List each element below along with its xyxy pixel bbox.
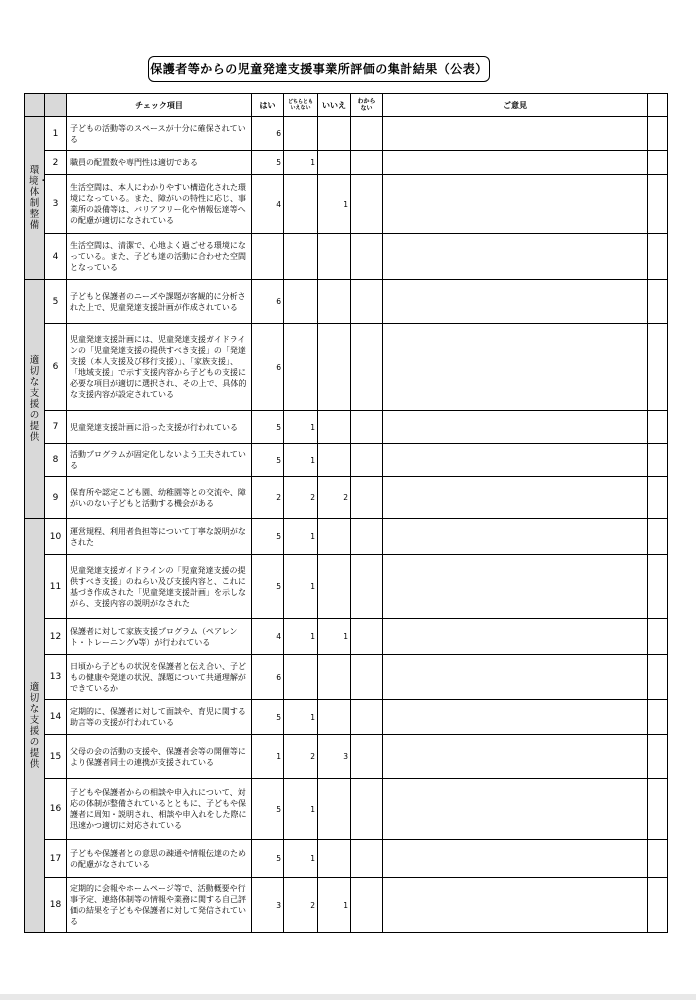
- check-item-text: 子どもと保護者のニーズや課題が客観的に分析された上で、児童発達支援計画が作成されている: [67, 280, 252, 324]
- row-number: 18: [45, 878, 67, 933]
- comment-cell: [383, 735, 648, 779]
- check-item-text: 定期的に、保護者に対して面談や、育児に関する助言等の支援が行われている: [67, 700, 252, 735]
- extra-cell: [648, 280, 668, 324]
- no-count: [318, 280, 351, 324]
- extra-cell: [648, 555, 668, 619]
- comment-cell: [383, 655, 648, 700]
- unknown-count: [351, 555, 383, 619]
- comment-cell: [383, 234, 648, 280]
- neither-header: [284, 94, 318, 117]
- table-row: [25, 519, 668, 555]
- row-number: 4: [45, 234, 67, 280]
- check-item-header: チェック項目: [67, 94, 252, 117]
- comment-cell: [383, 117, 648, 151]
- no-count: [318, 840, 351, 878]
- neither-count: [284, 324, 318, 411]
- yes-count: 5: [252, 151, 284, 175]
- unknown-count: [351, 175, 383, 234]
- neither-count: 2: [284, 735, 318, 779]
- comment-cell: [383, 411, 648, 444]
- yes-count: 4: [252, 619, 284, 655]
- category-header: [25, 94, 45, 117]
- table-row: [25, 280, 668, 324]
- comment-cell: [383, 151, 648, 175]
- comment-cell: [383, 477, 648, 519]
- neither-count: 1: [284, 840, 318, 878]
- category-cell: [25, 280, 45, 519]
- yes-count: 5: [252, 840, 284, 878]
- no-count: 1: [318, 619, 351, 655]
- check-item-text: 生活空間は、本人にわかりやすい構造化された環境になっている。また、障がいの特性に応じ、事業所の設備等は、バリアフリー化や情報伝達等への配慮が適切になされている: [67, 175, 252, 234]
- table-row: [25, 700, 668, 735]
- page-title: 保護者等からの児童発達支援事業所評価の集計結果（公表）: [148, 56, 490, 82]
- unknown-count: [351, 700, 383, 735]
- neither-count: [284, 117, 318, 151]
- unknown-header: [351, 94, 383, 117]
- extra-cell: [648, 175, 668, 234]
- neither-count: 1: [284, 519, 318, 555]
- category-cell: [25, 519, 45, 933]
- table-row: [25, 619, 668, 655]
- row-number: 16: [45, 779, 67, 840]
- extra-cell: [648, 840, 668, 878]
- no-count: [318, 234, 351, 280]
- comment-cell: [383, 519, 648, 555]
- neither-count: [284, 175, 318, 234]
- yes-count: 3: [252, 878, 284, 933]
- check-item-text: 児童発達支援ガイドラインの「児童発達支援の提供すべき支援」のねらい及び支援内容と、これに基づき作成された「児童発達支援計画」を示しながら、支援内容の説明がなされた: [67, 555, 252, 619]
- neither-count: 1: [284, 779, 318, 840]
- neither-count: 2: [284, 878, 318, 933]
- header-row: [25, 94, 668, 117]
- unknown-header-line1: わから: [357, 98, 376, 105]
- row-number: 9: [45, 477, 67, 519]
- row-number: 12: [45, 619, 67, 655]
- yes-count: 4: [252, 175, 284, 234]
- table-row: [25, 234, 668, 280]
- check-item-text: 児童発達支援計画に沿った支援が行われている: [67, 411, 252, 444]
- unknown-count: [351, 151, 383, 175]
- no-count: [318, 411, 351, 444]
- yes-header: はい: [252, 94, 284, 117]
- check-item-text: 生活空間は、清潔で、心地よく過ごせる環境になっている。また、子ども達の活動に合わせた空間となっている: [67, 234, 252, 280]
- table-row: [25, 444, 668, 477]
- no-count: [318, 117, 351, 151]
- neither-count: [284, 280, 318, 324]
- check-item-text: 児童発達支援計画には、児童発達支援ガイドラインの「児童発達支援の提供すべき支援」の「発達支援（本人支援及び移行支援）」、「家族支援」、「地域支援」で示す支援内容から子どもの支援に必要な項目が適切に選択され、その上で、具体的な支援内容が設定されている: [67, 324, 252, 411]
- number-header: [45, 94, 67, 117]
- category-label: 適切な支援の提供: [29, 681, 40, 770]
- check-item-text: 子どもや保護者からの相談や申入れについて、対応の体制が整備されているとともに、子どもや保護者に周知・説明され、相談や申入れをした際に迅速かつ適切に対応されている: [67, 779, 252, 840]
- extra-cell: [648, 700, 668, 735]
- neither-count: [284, 234, 318, 280]
- unknown-count: [351, 519, 383, 555]
- unknown-count: [351, 234, 383, 280]
- comment-cell: [383, 175, 648, 234]
- extra-cell: [648, 477, 668, 519]
- no-count: 2: [318, 477, 351, 519]
- no-count: [318, 444, 351, 477]
- no-count: [318, 151, 351, 175]
- category-label: 環境・体制整備: [29, 165, 49, 231]
- neither-count: 1: [284, 151, 318, 175]
- table-row: [25, 779, 668, 840]
- row-number: 13: [45, 655, 67, 700]
- unknown-count: [351, 779, 383, 840]
- neither-count: 1: [284, 700, 318, 735]
- unknown-count: [351, 280, 383, 324]
- unknown-count: [351, 619, 383, 655]
- check-item-text: 保育所や認定こども園、幼稚園等との交流や、障がいのない子どもと活動する機会がある: [67, 477, 252, 519]
- comment-cell: [383, 840, 648, 878]
- yes-count: [252, 234, 284, 280]
- no-count: [318, 519, 351, 555]
- yes-count: 5: [252, 519, 284, 555]
- comment-cell: [383, 280, 648, 324]
- extra-cell: [648, 655, 668, 700]
- check-item-text: 定期的に会報やホームページ等で、活動概要や行事予定、連絡体制等の情報や業務に関する自己評価の結果を子どもや保護者に対して発信されている: [67, 878, 252, 933]
- extra-cell: [648, 234, 668, 280]
- yes-count: 5: [252, 555, 284, 619]
- yes-count: 6: [252, 117, 284, 151]
- row-number: 8: [45, 444, 67, 477]
- extra-cell: [648, 619, 668, 655]
- category-label: 適切な支援の提供: [29, 355, 40, 443]
- row-number: 14: [45, 700, 67, 735]
- extra-cell: [648, 735, 668, 779]
- comment-cell: [383, 555, 648, 619]
- check-item-text: 職員の配置数や専門性は適切である: [67, 151, 252, 175]
- row-number: 7: [45, 411, 67, 444]
- neither-count: [284, 655, 318, 700]
- comment-cell: [383, 324, 648, 411]
- row-number: 2: [45, 151, 67, 175]
- check-item-text: 父母の会の活動の支援や、保護者会等の開催等により保護者同士の連携が支援されている: [67, 735, 252, 779]
- row-number: 15: [45, 735, 67, 779]
- extra-cell: [648, 411, 668, 444]
- unknown-count: [351, 477, 383, 519]
- yes-count: 6: [252, 280, 284, 324]
- yes-count: 6: [252, 324, 284, 411]
- unknown-count: [351, 840, 383, 878]
- no-count: [318, 700, 351, 735]
- comment-cell: [383, 444, 648, 477]
- row-number: 5: [45, 280, 67, 324]
- yes-count: 2: [252, 477, 284, 519]
- row-number: 17: [45, 840, 67, 878]
- check-item-text: 日頃から子どもの状況を保護者と伝え合い、子どもの健康や発達の状況、課題について共通理解ができているか: [67, 655, 252, 700]
- row-number: 6: [45, 324, 67, 411]
- unknown-count: [351, 655, 383, 700]
- neither-count: 2: [284, 477, 318, 519]
- neither-header-line2: いえない: [290, 105, 311, 111]
- unknown-count: [351, 444, 383, 477]
- bottom-bar: [0, 994, 696, 1000]
- table-row: [25, 324, 668, 411]
- neither-count: 1: [284, 411, 318, 444]
- table-row: [25, 175, 668, 234]
- no-count: [318, 655, 351, 700]
- table-row: [25, 117, 668, 151]
- unknown-count: [351, 117, 383, 151]
- evaluation-table: [24, 93, 668, 933]
- check-item-text: 保護者に対して家族支援プログラム（ペアレント・トレーニングν等）が行われている: [67, 619, 252, 655]
- comment-cell: [383, 878, 648, 933]
- comment-header: ご意見: [383, 94, 648, 117]
- yes-count: 1: [252, 735, 284, 779]
- row-number: 1: [45, 117, 67, 151]
- no-count: [318, 779, 351, 840]
- no-count: [318, 555, 351, 619]
- table-row: [25, 655, 668, 700]
- yes-count: 5: [252, 700, 284, 735]
- extra-cell: [648, 779, 668, 840]
- yes-count: 5: [252, 779, 284, 840]
- row-number: 3: [45, 175, 67, 234]
- extra-cell: [648, 117, 668, 151]
- table-row: [25, 735, 668, 779]
- check-item-text: 子どもの活動等のスペースが十分に確保されている: [67, 117, 252, 151]
- extra-header: [648, 94, 668, 117]
- yes-count: 6: [252, 655, 284, 700]
- table-row: [25, 151, 668, 175]
- check-item-text: 活動プログラムが固定化しないよう工夫されている: [67, 444, 252, 477]
- check-item-text: 運営規程、利用者負担等について丁寧な説明がなされた: [67, 519, 252, 555]
- neither-count: 1: [284, 444, 318, 477]
- table-row: [25, 840, 668, 878]
- category-cell: [25, 117, 49, 280]
- unknown-count: [351, 735, 383, 779]
- neither-count: 1: [284, 555, 318, 619]
- table-row: [25, 878, 668, 933]
- no-count: 3: [318, 735, 351, 779]
- no-count: 1: [318, 878, 351, 933]
- no-header: いいえ: [318, 94, 351, 117]
- extra-cell: [648, 444, 668, 477]
- check-item-text: 子どもや保護者との意思の疎通や情報伝達のための配慮がなされている: [67, 840, 252, 878]
- unknown-count: [351, 324, 383, 411]
- unknown-header-line2: ない: [360, 105, 373, 112]
- table-row: [25, 477, 668, 519]
- no-count: 1: [318, 175, 351, 234]
- row-number: 11: [45, 555, 67, 619]
- yes-count: 5: [252, 444, 284, 477]
- unknown-count: [351, 411, 383, 444]
- extra-cell: [648, 519, 668, 555]
- extra-cell: [648, 878, 668, 933]
- neither-header-line1: どちらとも: [287, 99, 313, 105]
- comment-cell: [383, 779, 648, 840]
- no-count: [318, 324, 351, 411]
- comment-cell: [383, 700, 648, 735]
- extra-cell: [648, 324, 668, 411]
- unknown-count: [351, 878, 383, 933]
- row-number: 10: [45, 519, 67, 555]
- neither-count: 1: [284, 619, 318, 655]
- extra-cell: [648, 151, 668, 175]
- yes-count: 5: [252, 411, 284, 444]
- comment-cell: [383, 619, 648, 655]
- table-row: [25, 411, 668, 444]
- table-row: [25, 555, 668, 619]
